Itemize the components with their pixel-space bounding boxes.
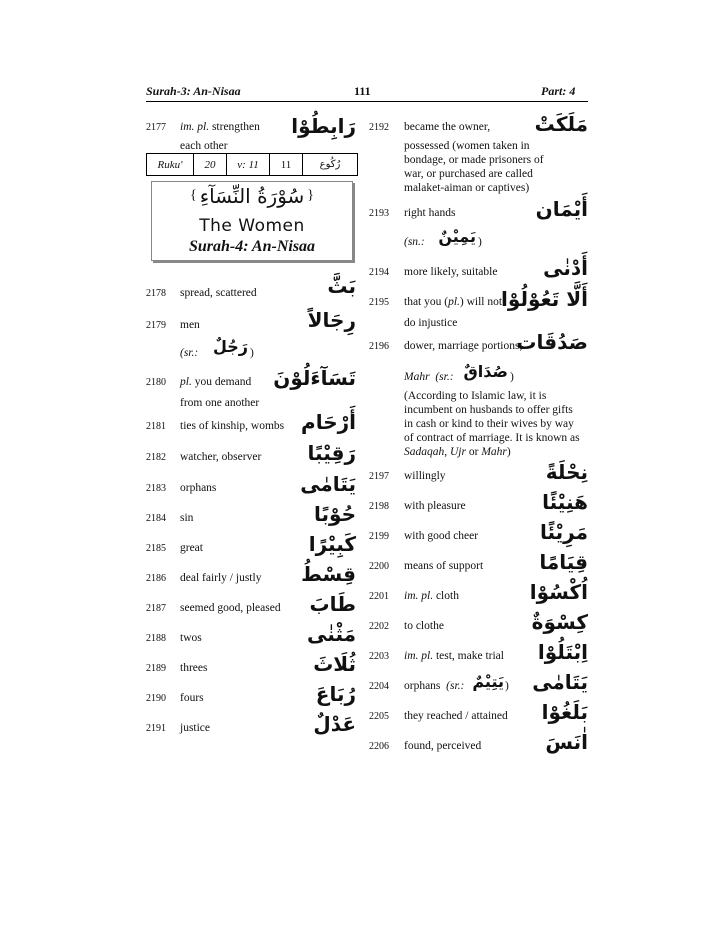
entry-arabic: يَتَامٰى — [532, 670, 588, 694]
surah-title-english: The Women — [199, 216, 305, 236]
entry-meaning: im. pl. test, make trial — [404, 650, 504, 662]
entry-number: 2184 — [146, 513, 166, 524]
entry-meaning: found, perceived — [404, 740, 482, 752]
entry-arabic: حُوْبًا — [314, 502, 356, 526]
entry-number: 2189 — [146, 663, 166, 674]
entry-number: 2194 — [369, 267, 389, 278]
entry-meaning: to clothe — [404, 620, 444, 632]
entry-number: 2196 — [369, 341, 389, 352]
entry-meaning-cont: possessed (women taken in bondage, or made prisoners of war, or purchased are called malaket-aiman or captives) — [404, 140, 544, 194]
entry-number: 2179 — [146, 320, 166, 331]
brace-left: { — [190, 188, 197, 203]
entry-meaning: im. pl. strengthen — [180, 121, 260, 133]
page-number: 111 — [354, 84, 371, 98]
entry-meaning: more likely, suitable — [404, 266, 498, 278]
entry-arabic: رَابِطُوْا — [291, 114, 356, 138]
entry-meaning: seemed good, pleased — [180, 602, 281, 614]
entry-arabic: بَثَّ — [327, 274, 356, 298]
entry-meaning: that you (pl.) will not — [404, 296, 503, 308]
entry-meaning: means of support — [404, 560, 484, 572]
surah-title-arabic: سُوْرَةُ النِّسَآءِ — [199, 184, 305, 208]
surah-title-subtitle: Surah-4: An-Nisaa — [188, 238, 316, 255]
ruku-count: 11 — [270, 154, 303, 175]
entry-arabic: أَرْحَام — [301, 410, 356, 434]
entry-meaning: men — [180, 319, 200, 331]
entry-number: 2190 — [146, 693, 166, 704]
entry-number: 2185 — [146, 543, 166, 554]
entry-meaning: right hands — [404, 207, 456, 219]
entry-number: 2180 — [146, 377, 166, 388]
entry-arabic: طَابَ — [309, 592, 356, 616]
entry-note-close: ) — [510, 371, 514, 383]
entry-meaning: orphans — [180, 482, 217, 494]
entry-arabic: أَلَّا تَعُوْلُوْا — [501, 287, 588, 311]
entry-number: 2181 — [146, 421, 166, 432]
entry-meaning: willingly — [404, 470, 446, 482]
entry-note-close: ) — [505, 680, 509, 692]
entry-number: 2178 — [146, 288, 166, 299]
entry-meaning: with good cheer — [404, 530, 479, 542]
entry-arabic: كِسْوَةٌ — [531, 610, 588, 634]
entry-number: 2192 — [369, 122, 389, 133]
entry-arabic: رِجَالاً — [307, 308, 356, 332]
ruku-box — [146, 153, 358, 176]
entry-number: 2201 — [369, 591, 389, 602]
ruku-label: Ruku' — [147, 154, 194, 175]
entry-note-arabic: يَمِيْنٌ — [438, 227, 476, 246]
entry-meaning: spread, scattered — [180, 287, 257, 299]
entry-number: 2202 — [369, 621, 389, 632]
surah-title-box — [151, 181, 353, 261]
entry-meaning: great — [180, 542, 203, 554]
header-surah: Surah-3: An-Nisaa — [146, 84, 241, 98]
entry-meaning-cont: from one another — [180, 397, 260, 409]
entry-explanation: (According to Islamic law, it is incumbent on husbands to offer gifts in cash or kind to their wives by way of contract of marriage. It is known as Sadaqah, Ujr or Mahr) — [404, 390, 580, 458]
entry-meaning: twos — [180, 632, 202, 644]
entry-number: 2197 — [369, 471, 389, 482]
entry-note-arabic: يَتِيْمٌ — [472, 672, 504, 691]
entry-note-close: ) — [250, 347, 254, 359]
entry-number: 2205 — [369, 711, 389, 722]
header-part: Part: 4 — [541, 84, 576, 98]
entry-meaning: justice — [180, 722, 211, 734]
entry-arabic: يَتَامٰى — [300, 472, 356, 496]
entry-meaning-cont: each other — [180, 140, 228, 152]
entry-arabic: ثُلَاثَ — [313, 652, 356, 676]
entry-meaning: deal fairly / justly — [180, 572, 262, 584]
entry-arabic: هَنِيْئًا — [542, 490, 588, 514]
entry-arabic: مَثْنٰى — [307, 622, 356, 646]
entry-arabic: قِيَامًا — [539, 550, 588, 574]
entry-meaning: dower, marriage portions, — [404, 340, 523, 352]
entry-arabic: عَدْلٌ — [313, 712, 356, 736]
entry-arabic: قِسْطُ — [301, 562, 356, 586]
entry-arabic: أَيْمَان — [535, 197, 588, 221]
entry-number: 2193 — [369, 208, 389, 219]
entry-meaning: they reached / attained — [404, 710, 508, 722]
ruku-verse: v: 11 — [227, 154, 270, 175]
entry-arabic: كَبِيْرًا — [308, 532, 356, 556]
entry-arabic: بَلَغُوْا — [541, 700, 588, 724]
entry-arabic: مَلَكَتْ — [534, 112, 588, 136]
entry-note-close: ) — [478, 236, 482, 248]
entry-note-arabic: رَجُلٌ — [212, 337, 248, 356]
ruku-arabic: رُكُوع — [319, 159, 341, 170]
entry-arabic: صَدُقَات — [516, 330, 588, 354]
entry-arabic: تَسَآءَلُوْنَ — [273, 366, 356, 390]
entry-number: 2199 — [369, 531, 389, 542]
entry-arabic: رُبَاعَ — [315, 682, 356, 706]
entry-number: 2188 — [146, 633, 166, 644]
entry-meaning: threes — [180, 662, 208, 674]
entry-meaning-cont: do injustice — [404, 317, 458, 329]
entry-meaning: with pleasure — [404, 500, 466, 512]
entry-number: 2203 — [369, 651, 389, 662]
entry-number: 2195 — [369, 297, 389, 308]
entry-meaning: pl. you demand — [180, 376, 252, 388]
entry-number: 2200 — [369, 561, 389, 572]
entry-arabic: اُكْسُوْا — [529, 580, 588, 604]
ruku-number: 20 — [194, 154, 227, 175]
entry-meaning: orphans (sr.: — [404, 680, 465, 692]
entry-number: 2191 — [146, 723, 166, 734]
entry-arabic: اٰنَسَ — [545, 730, 588, 754]
entry-number: 2204 — [369, 681, 389, 692]
entry-arabic: نِحْلَةً — [545, 460, 588, 484]
entry-meaning: became the owner, — [404, 121, 491, 133]
header-rule — [146, 101, 588, 102]
entry-number: 2177 — [146, 122, 166, 133]
entry-arabic: رَقِيْبًا — [307, 441, 356, 465]
entry-note: (sn.: — [404, 236, 425, 248]
brace-right: } — [307, 188, 314, 203]
entry-meaning: watcher, observer — [180, 451, 262, 463]
entry-number: 2183 — [146, 483, 166, 494]
entry-meaning: ties of kinship, wombs — [180, 420, 285, 432]
entry-meaning: fours — [180, 692, 204, 704]
entry-meaning: sin — [180, 512, 194, 524]
entry-note-arabic: صُدَاقٌ — [463, 362, 508, 381]
entry-number: 2198 — [369, 501, 389, 512]
entry-note: Mahr (sr.: — [404, 371, 454, 383]
entry-number: 2182 — [146, 452, 166, 463]
entry-note: (sr.: — [180, 347, 199, 359]
entry-number: 2186 — [146, 573, 166, 584]
entry-arabic: مَرِيْئًا — [539, 520, 588, 544]
entry-number: 2187 — [146, 603, 166, 614]
entry-number: 2206 — [369, 741, 389, 752]
entry-meaning: im. pl. cloth — [404, 590, 459, 602]
entry-arabic: اِبْتَلُوْا — [537, 640, 588, 664]
entry-arabic: أَدْنٰى — [543, 256, 588, 280]
